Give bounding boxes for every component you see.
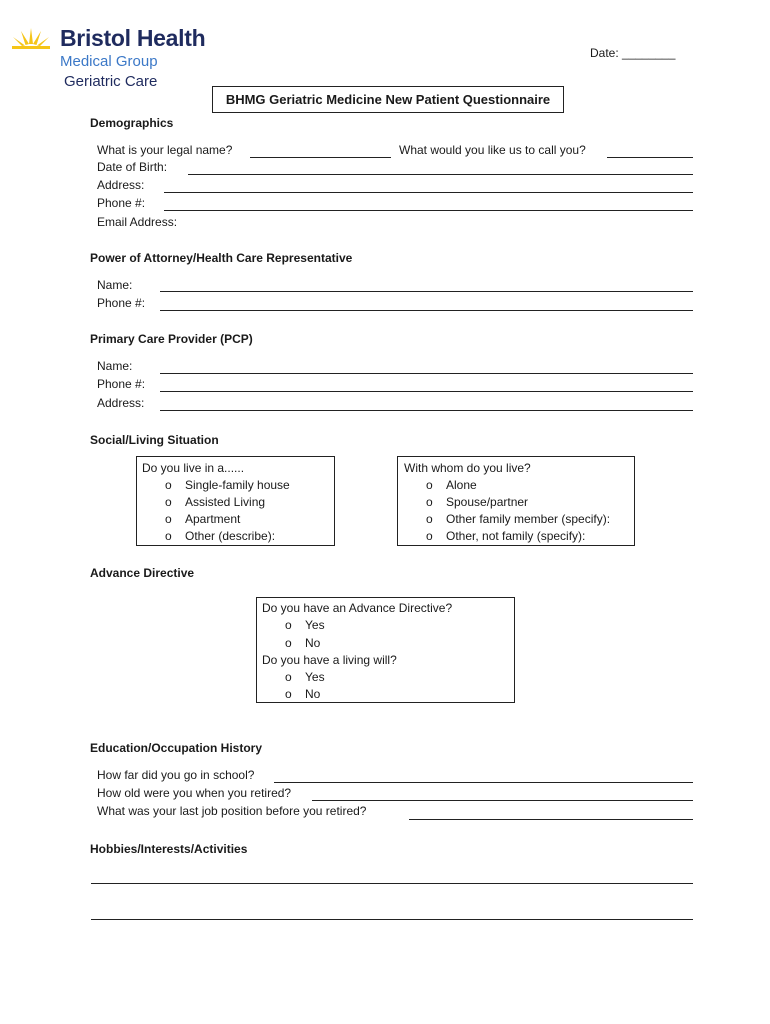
form-title: BHMG Geriatric Medicine New Patient Questionnaire (212, 86, 564, 113)
email-label: Email Address: (97, 215, 178, 229)
pcp-phone-label: Phone #: (97, 377, 146, 391)
option-single-family[interactable]: o Single-family house (165, 478, 290, 492)
option-spouse-partner[interactable]: o Spouse/partner (426, 495, 529, 509)
option-other-family[interactable]: o Other family member (specify): (426, 512, 611, 526)
poa-heading: Power of Attorney/Health Care Representative (90, 251, 353, 265)
checkbox-bullet-icon: o (165, 478, 172, 492)
logo-subtitle-geriatric-care: Geriatric Care (64, 73, 158, 90)
hobbies-heading: Hobbies/Interests/Activities (90, 842, 248, 856)
living-arrangement-question: Do you live in a...... (142, 461, 245, 475)
living-will-question: Do you have a living will? (262, 653, 397, 667)
checkbox-bullet-icon: o (426, 529, 433, 543)
last-job-line[interactable] (409, 819, 693, 820)
checkbox-bullet-icon: o (285, 636, 292, 650)
legal-name-line[interactable] (250, 157, 391, 158)
pcp-phone-line[interactable] (160, 391, 693, 392)
checkbox-bullet-icon: o (426, 512, 433, 526)
option-lw-no[interactable]: o No (285, 687, 321, 701)
checkbox-bullet-icon: o (165, 512, 172, 526)
option-ad-yes[interactable]: o Yes (285, 618, 325, 632)
option-assisted-living[interactable]: o Assisted Living (165, 495, 266, 509)
live-with-question: With whom do you live? (404, 461, 531, 475)
option-other-describe[interactable]: o Other (describe): (165, 529, 276, 543)
address-line[interactable] (164, 192, 693, 193)
advance-directive-question: Do you have an Advance Directive? (262, 601, 453, 615)
checkbox-bullet-icon: o (285, 687, 292, 701)
pcp-name-label: Name: (97, 359, 133, 373)
date-field[interactable]: Date: ________ (590, 46, 676, 60)
dob-line[interactable] (188, 174, 693, 175)
address-label: Address: (97, 178, 145, 192)
pcp-address-line[interactable] (160, 410, 693, 411)
school-label: How far did you go in school? (97, 768, 255, 782)
checkbox-bullet-icon: o (426, 495, 433, 509)
living-arrangement-box (136, 456, 335, 546)
retired-age-line[interactable] (312, 800, 693, 801)
phone-label: Phone #: (97, 196, 146, 210)
logo-wordmark: Bristol Health (60, 25, 206, 51)
live-with-box (397, 456, 635, 546)
demographics-heading: Demographics (90, 116, 174, 130)
logo-subtitle-medical-group: Medical Group (60, 53, 158, 70)
poa-phone-label: Phone #: (97, 296, 146, 310)
advance-directive-box (256, 597, 515, 703)
checkbox-bullet-icon: o (285, 670, 292, 684)
checkbox-bullet-icon: o (285, 618, 292, 632)
phone-line[interactable] (164, 210, 693, 211)
pcp-name-line[interactable] (160, 373, 693, 374)
checkbox-bullet-icon: o (426, 478, 433, 492)
option-lw-yes[interactable]: o Yes (285, 670, 325, 684)
pcp-heading: Primary Care Provider (PCP) (90, 332, 253, 346)
poa-phone-line[interactable] (160, 310, 693, 311)
option-other-not-family[interactable]: o Other, not family (specify): (426, 529, 586, 543)
hobbies-line-1[interactable] (91, 883, 693, 884)
dob-label: Date of Birth: (97, 160, 168, 174)
sun-logo-icon (10, 26, 52, 52)
social-heading: Social/Living Situation (90, 433, 219, 447)
option-alone[interactable]: o Alone (426, 478, 477, 492)
pcp-address-label: Address: (97, 396, 145, 410)
poa-name-line[interactable] (160, 291, 693, 292)
checkbox-bullet-icon: o (165, 495, 172, 509)
last-job-label: What was your last job position before you retired? (97, 804, 367, 818)
advance-directive-heading: Advance Directive (90, 566, 195, 580)
retired-age-label: How old were you when you retired? (97, 786, 292, 800)
school-line[interactable] (274, 782, 693, 783)
legal-name-label: What is your legal name? (97, 143, 233, 157)
poa-name-label: Name: (97, 278, 133, 292)
option-ad-no[interactable]: o No (285, 636, 321, 650)
hobbies-line-2[interactable] (91, 919, 693, 920)
checkbox-bullet-icon: o (165, 529, 172, 543)
option-apartment[interactable]: o Apartment (165, 512, 241, 526)
education-heading: Education/Occupation History (90, 741, 263, 755)
preferred-name-label: What would you like us to call you? (399, 143, 586, 157)
preferred-name-line[interactable] (607, 157, 693, 158)
